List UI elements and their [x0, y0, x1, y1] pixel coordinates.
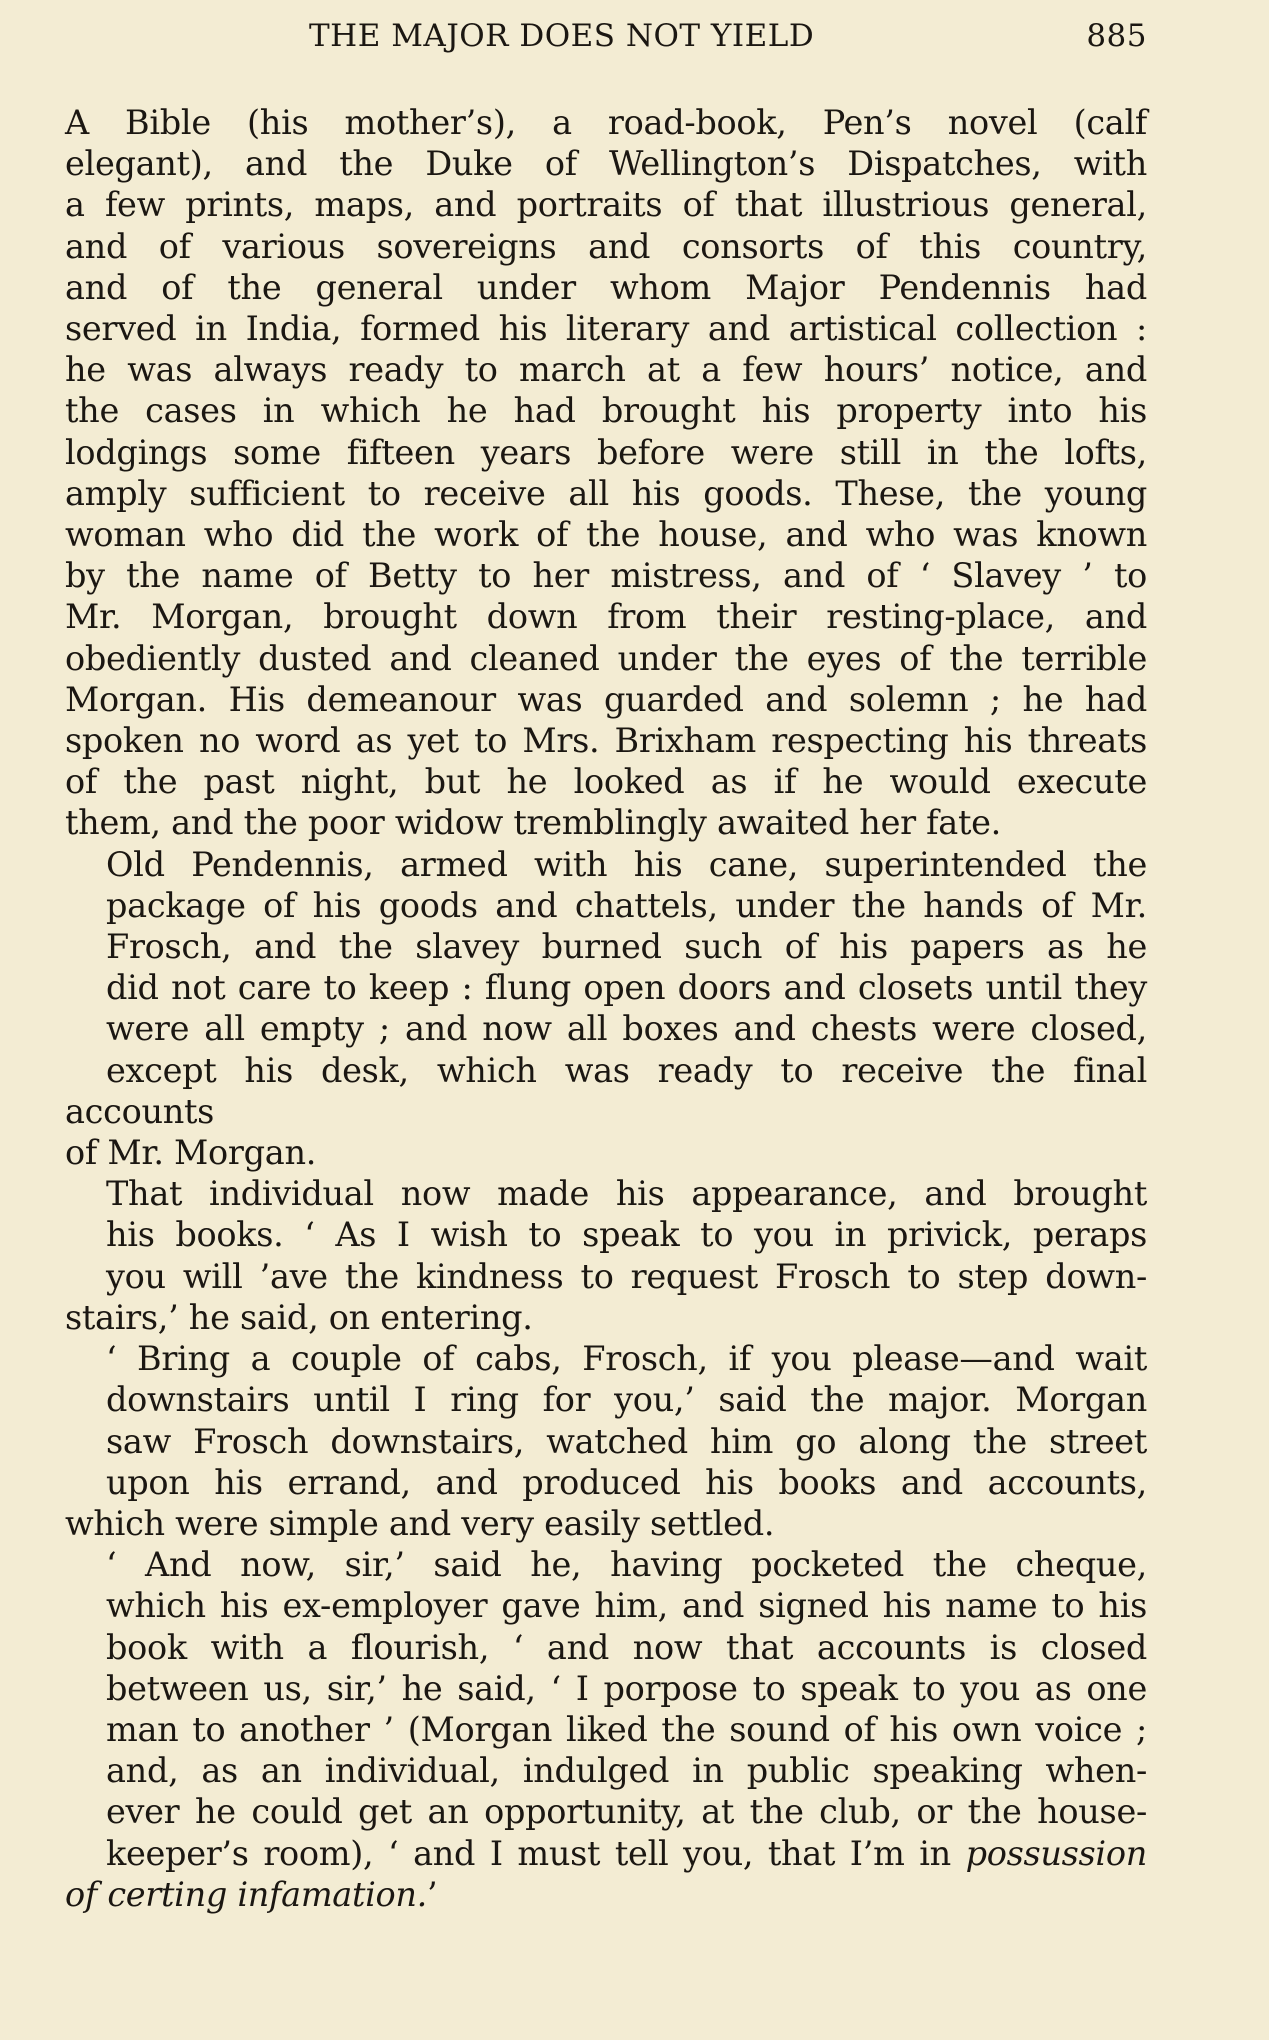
- text-line: he was always ready to march at a few hours’ notice, and: [65, 350, 1147, 390]
- body-text: [65, 102, 1147, 1915]
- text-line: which were simple and very easily settled.: [65, 1503, 775, 1543]
- text-line: book with a flourish, ‘ and now that accounts is closed: [106, 1627, 1147, 1667]
- text-line: ‘ Bring a couple of cabs, Frosch, if you please—and wait: [106, 1339, 1147, 1379]
- text-line: ever he could get an opportunity, at the club, or the house-: [106, 1792, 1147, 1832]
- text-line: amply sufficient to receive all his goods. These, the young: [65, 473, 1147, 513]
- text-line: except his desk, which was ready to receive the final accounts: [65, 1050, 1147, 1131]
- text-line: downstairs until I ring for you,’ said the major. Morgan: [106, 1380, 1147, 1420]
- paragraph-2: [65, 844, 1147, 1132]
- paragraph-3-end: [65, 1297, 1147, 1338]
- text-line: by the name of Betty to her mistress, and of ‘ Slavey ’ to: [65, 556, 1147, 596]
- text-line: stairs,’ he said, on entering.: [65, 1297, 533, 1337]
- closing-quote: ’: [427, 1874, 438, 1914]
- text-line: a few prints, maps, and portraits of that illustrious general,: [65, 185, 1147, 225]
- text-line: his books. ‘ As I wish to speak to you in privick, peraps: [106, 1215, 1147, 1255]
- text-line: man to another ’ (Morgan liked the sound of his own voice ;: [106, 1709, 1147, 1749]
- text-line: the cases in which he had brought his property into his: [65, 391, 1147, 431]
- text-line: you will ’ave the kindness to request Frosch to step down-: [106, 1256, 1147, 1296]
- paragraph-5-end: [65, 1874, 1147, 1915]
- text-line: them, and the poor widow tremblingly awaited her fate.: [65, 803, 1001, 843]
- text-line: between us, sir,’ he said, ‘ I porpose to speak to you as one: [106, 1668, 1147, 1708]
- page-number: 885: [1086, 18, 1147, 54]
- paragraph-5: [65, 1544, 1147, 1874]
- text-line: That individual now made his appearance, and brought: [106, 1174, 1147, 1214]
- text-line-with-italic: [65, 1874, 1147, 1915]
- chapter-title: THE MAJOR DOES NOT YIELD: [309, 18, 815, 54]
- book-page: [65, 18, 1147, 1915]
- text-line: woman who did the work of the house, and who was known: [65, 515, 1147, 555]
- text-line: and of the general under whom Major Pendennis had: [65, 267, 1147, 307]
- text-line: did not care to keep : flung open doors and closets until they: [106, 968, 1147, 1008]
- paragraph-3: [65, 1173, 1147, 1297]
- running-head: [65, 18, 1147, 70]
- text-line: Old Pendennis, armed with his cane, superintended the: [106, 844, 1147, 884]
- italic-text: of certing infamation.: [65, 1874, 428, 1914]
- text-line: Mr. Morgan, brought down from their resting-place, and: [65, 597, 1147, 637]
- text-line: saw Frosch downstairs, watched him go along the street: [106, 1421, 1147, 1461]
- text-segment: keeper’s room), ‘ and I must tell you, that I’m in: [106, 1833, 966, 1873]
- paragraph-1: [65, 102, 1147, 802]
- text-line: spoken no word as yet to Mrs. Brixham respecting his threats: [65, 721, 1147, 761]
- text-line: and of various sovereigns and consorts of this country,: [65, 226, 1147, 266]
- text-line: obediently dusted and cleaned under the eyes of the terrible: [65, 638, 1147, 678]
- text-line: of the past night, but he looked as if he would execute: [65, 762, 1147, 802]
- text-line: package of his goods and chattels, under the hands of Mr.: [106, 885, 1147, 925]
- text-line: elegant), and the Duke of Wellington’s Dispatches, with: [65, 144, 1147, 184]
- text-line: A Bible (his mother’s), a road-book, Pen’s novel (calf: [65, 103, 1147, 142]
- paragraph-2-end: [65, 1132, 1147, 1173]
- paragraph-4: [65, 1338, 1147, 1503]
- paragraph-4-end: [65, 1503, 1147, 1544]
- text-line: which his ex-employer gave him, and signed his name to his: [106, 1586, 1147, 1626]
- text-line: of Mr. Morgan.: [65, 1133, 317, 1173]
- text-line: Morgan. His demeanour was guarded and solemn ; he had: [65, 679, 1147, 719]
- text-line: upon his errand, and produced his books and accounts,: [106, 1462, 1147, 1502]
- text-line: ‘ And now, sir,’ said he, having pocketed the cheque,: [106, 1545, 1147, 1585]
- paragraph-1-end: [65, 802, 1147, 843]
- text-line: were all empty ; and now all boxes and chests were closed,: [106, 1009, 1147, 1049]
- text-line-with-italic: [65, 1833, 1147, 1874]
- text-line: lodgings some fifteen years before were still in the lofts,: [65, 432, 1147, 472]
- text-line: served in India, formed his literary and artistical collection :: [65, 309, 1147, 349]
- italic-text: possussion: [965, 1833, 1147, 1873]
- text-line: and, as an individual, indulged in public speaking when-: [106, 1751, 1147, 1791]
- text-line: Frosch, and the slavey burned such of his papers as he: [106, 927, 1147, 967]
